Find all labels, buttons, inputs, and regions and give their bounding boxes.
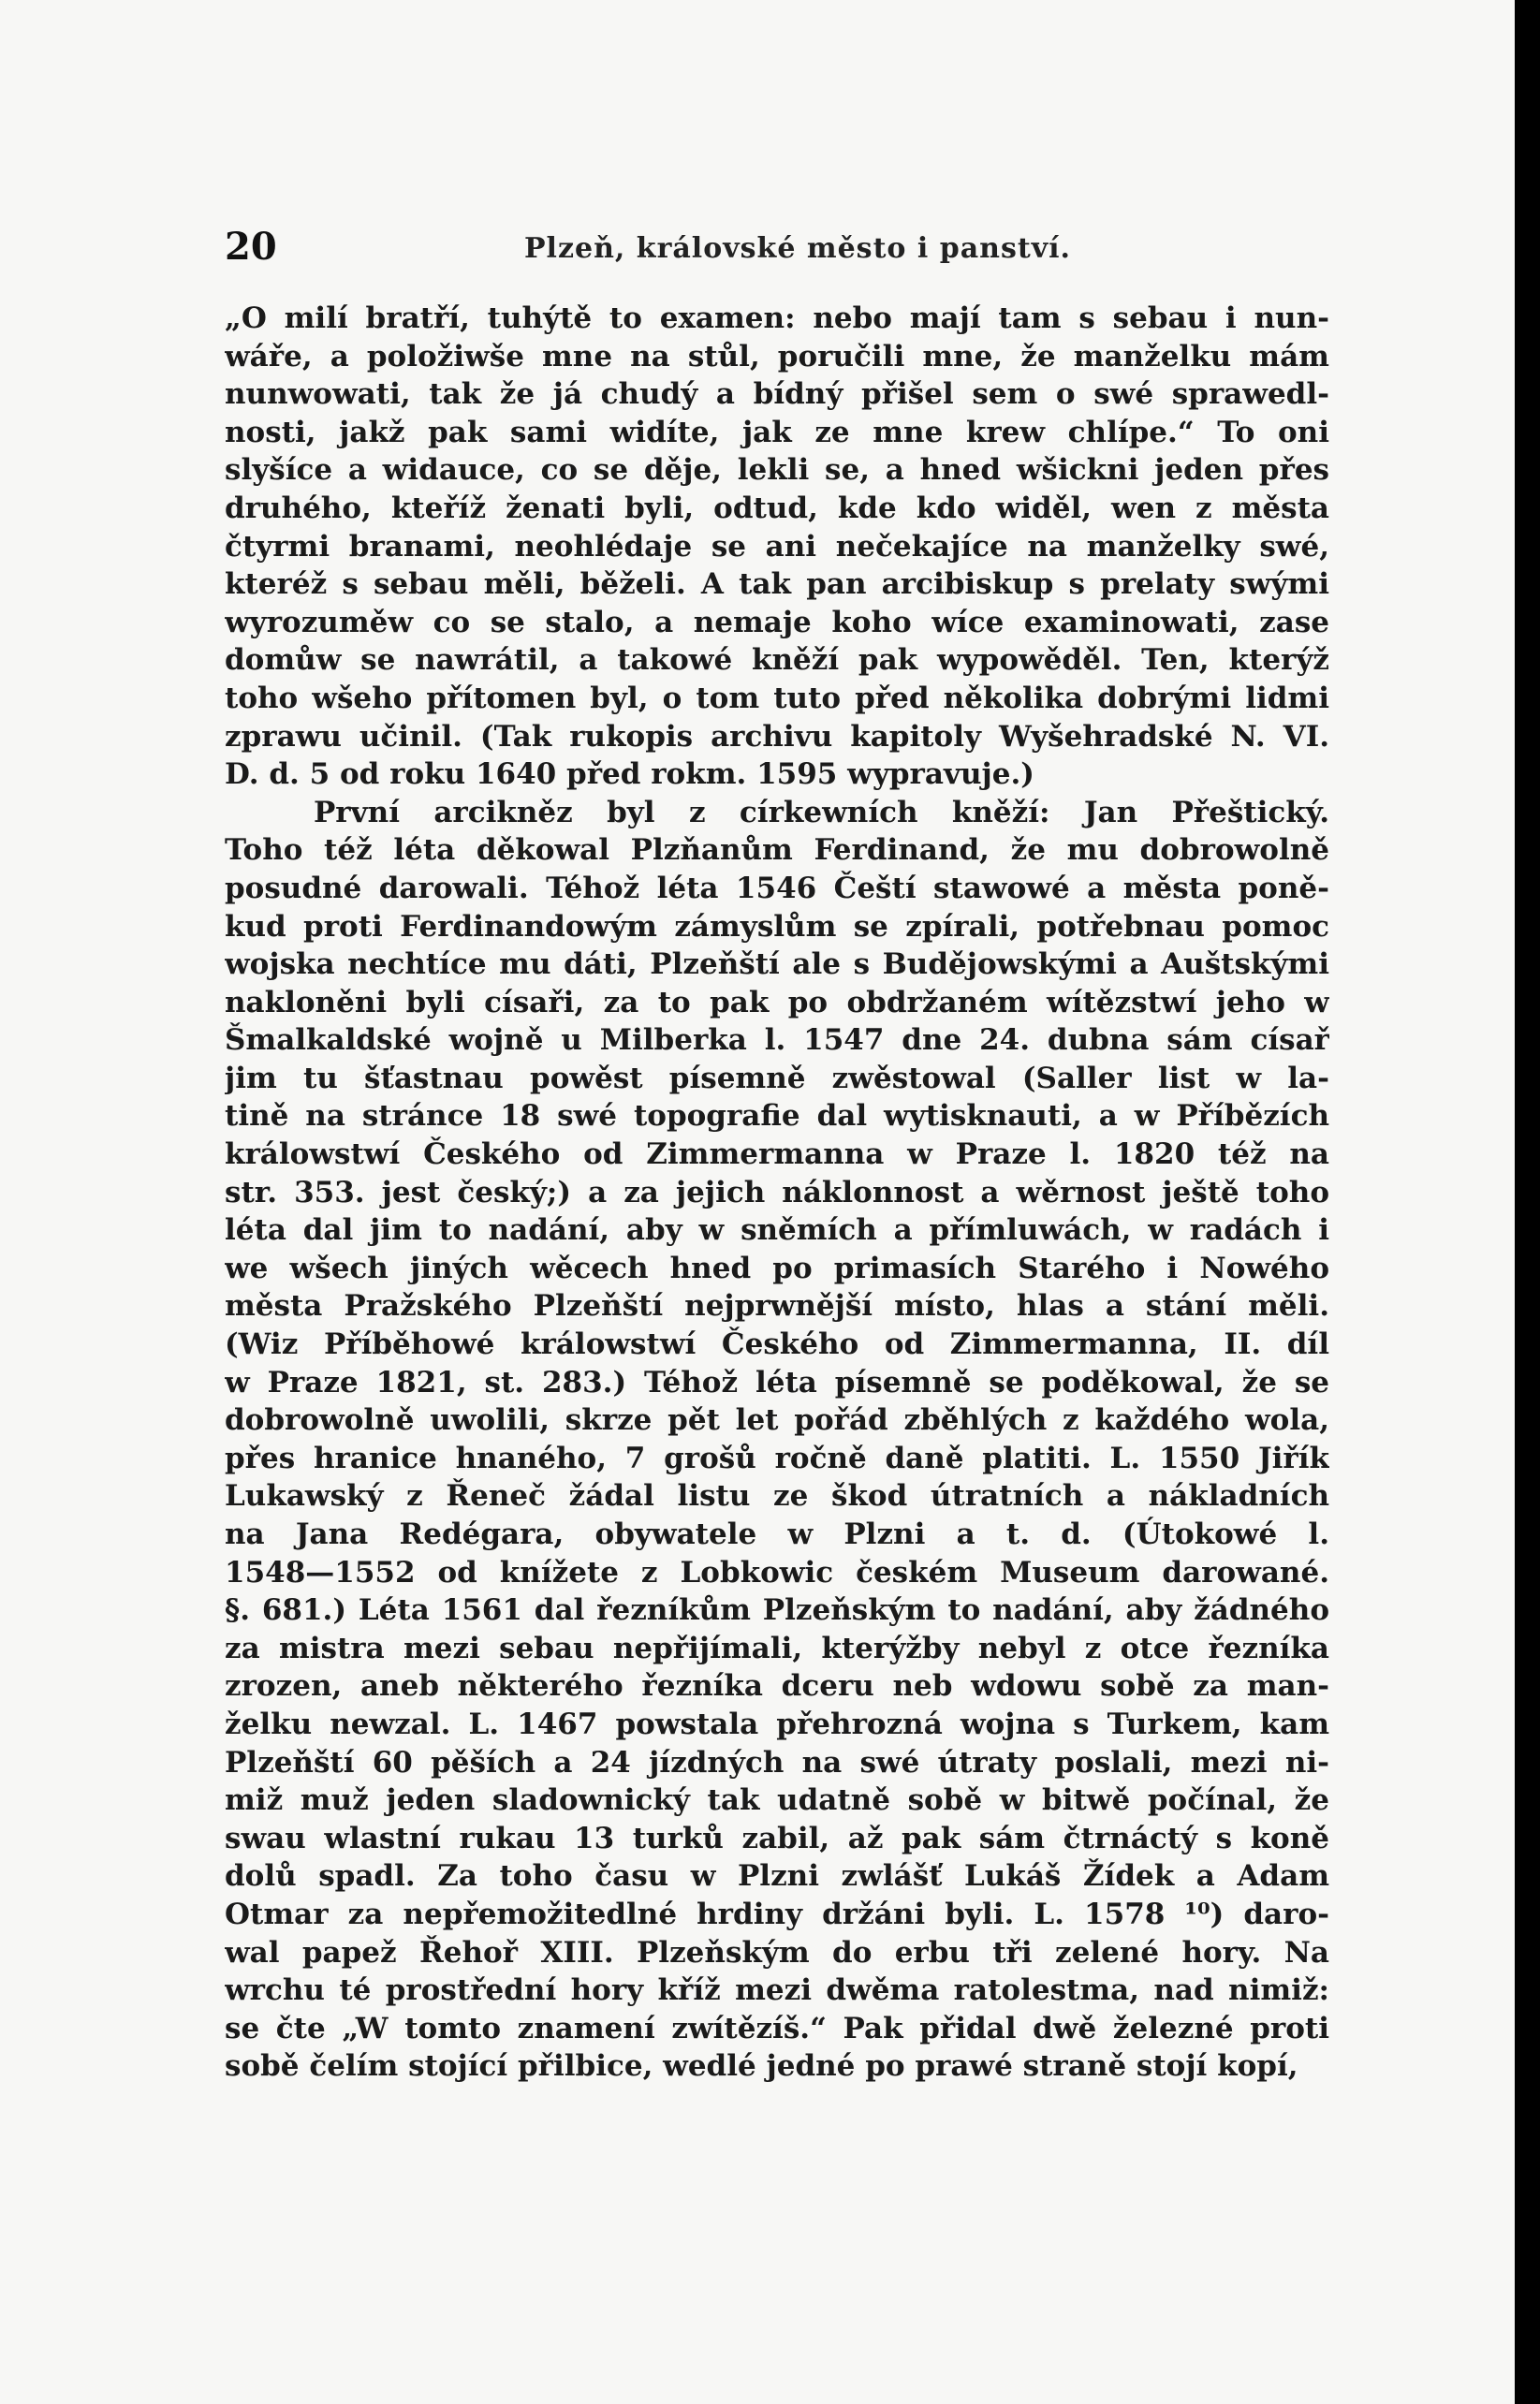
text-line: Plzeňští 60 pěších a 24 jízdných na swé útraty poslali, mezi ni- [225, 1745, 1329, 1780]
text-line: toho wšeho přítomen byl, o tom tuto před několika dobrými lidmi [225, 681, 1329, 715]
text-line: nunwowati, tak že já chudý a bídný přišel sem o swé sprawedl- [225, 377, 1329, 412]
scan-border [1515, 19, 1540, 2404]
text-line: za mistra mezi sebau nepřijímali, kterýžby nebyl z otce řezníka [225, 1631, 1329, 1665]
text-line: jim tu šťastnau powěst písemně zwěstowal (Saller list w la- [225, 1061, 1329, 1095]
text-line: posudné darowali. Téhož léta 1546 Čeští stawowé a města poně- [225, 871, 1329, 905]
text-line: králowstwí Českého od Zimmermanna w Praze l. 1820 též na [225, 1137, 1329, 1172]
text-line: přes hranice hnaného, 7 grošů ročně daně platiti. L. 1550 Jiřík [225, 1441, 1329, 1475]
text-line: str. 353. jest český;) a za jejich náklonnost a wěrnost ještě toho [225, 1175, 1329, 1209]
text-line: swau wlastní rukau 13 turků zabil, až pak sám čtrnáctý s koně [225, 1821, 1329, 1855]
text-line: Toho též léta děkowal Plzňanům Ferdinand, že mu dobrowolně [225, 833, 1329, 868]
page-number: 20 [225, 225, 277, 269]
text-line: wrchu té prostřední hory kříž mezi dwěma ratolestma, nad nimiž: [225, 1973, 1329, 2008]
text-line: tině na stránce 18 swé topografie dal wytisknauti, a w Příbězích [225, 1099, 1329, 1134]
text-line: §. 681.) Léta 1561 dal řezníkům Plzeňským to nadání, aby žádného [225, 1593, 1329, 1628]
text-line: Lukawský z Řeneč žádal listu ze škod útratních a nákladních [225, 1479, 1329, 1514]
text-line: Šmalkaldské wojně u Milberka l. 1547 dne 24. dubna sám císař [225, 1023, 1329, 1058]
running-head: Plzeň, královské město i panství. [524, 232, 1071, 265]
text-line: wojska nechtíce mu dáti, Plzeňští ale s Budějowskými a Auštskými [225, 947, 1329, 982]
text-line: sobě čelím stojící přilbice, wedlé jedné po prawé straně stojí kopí, [225, 2049, 1298, 2084]
text-line: kud proti Ferdinandowým zámyslům se zpírali, potřebnau pomoc [225, 909, 1329, 944]
text-line: 1548—1552 od knížete z Lobkowic českém Museum darowané. [225, 1555, 1329, 1590]
text-line: druhého, kteříž ženati byli, odtud, kde kdo widěl, wen z města [225, 491, 1329, 525]
text-line: zrozen, aneb některého řezníka dceru neb wdowu sobě za man- [225, 1669, 1329, 1704]
text-line: domůw se nawrátil, a takowé kněží pak wypowěděl. Ten, kterýž [225, 643, 1329, 678]
text-line: města Pražského Plzeňští nejprwnější místo, hlas a stání měli. [225, 1289, 1329, 1324]
body-text [225, 300, 1329, 2086]
text-line: dolů spadl. Za toho času w Plzni zwlášť Lukáš Žídek a Adam [225, 1859, 1329, 1894]
text-line: kteréž s sebau měli, běželi. A tak pan arcibiskup s prelaty swými [225, 567, 1329, 602]
text-line: se čte „W tomto znamení zwítězíš.“ Pak přidal dwě železné proti [225, 2011, 1329, 2045]
text-line: wáře, a položiwše mne na stůl, poručili mne, že manželku mám [225, 339, 1329, 374]
text-line: dobrowolně uwolili, skrze pět let pořád zběhlých z každého wola, [225, 1403, 1329, 1438]
text-line: wal papež Řehoř XIII. Plzeňským do erbu tři zelené hory. Na [225, 1935, 1329, 1970]
text-line: na Jana Redégara, obywatele w Plzni a t. d. (Útokowé l. [225, 1517, 1329, 1551]
text-line: miž muž jeden sladownický tak udatně sobě w bitwě počínal, že [225, 1783, 1329, 1818]
text-line: želku newzal. L. 1467 powstala přehrozná wojna s Turkem, kam [225, 1707, 1329, 1741]
text-line: čtyrmi branami, neohlédaje se ani nečekajíce na manželky swé, [225, 529, 1329, 564]
text-line: (Wiz Příběhowé králowstwí Českého od Zimmermanna, II. díl [225, 1327, 1329, 1362]
page-header [225, 225, 1329, 281]
text-line: První arcikněz byl z církewních kněží: Jan Přeštický. [314, 795, 1329, 829]
text-line: nakloněni byli císaři, za to pak po obdržaném wítězstwí jeho w [225, 985, 1329, 1019]
text-line: zprawu učinil. (Tak rukopis archivu kapitoly Wyšehradské N. VI. [225, 719, 1329, 754]
text-line: w Praze 1821, st. 283.) Téhož léta písemně se poděkowal, že se [225, 1365, 1329, 1400]
text-line: Otmar za nepřemožitedlné hrdiny držáni byli. L. 1578 ¹⁰) daro- [225, 1897, 1329, 1931]
text-line: „O milí bratří, tuhýtě to examen: nebo mají tam s sebau i nun- [225, 301, 1329, 335]
text-line: nosti, jakž pak sami widíte, jak ze mne krew chlípe.“ To oni [225, 415, 1329, 449]
text-line: léta dal jim to nadání, aby w sněmích a přímluwách, w radách i [225, 1213, 1329, 1248]
text-line: D. d. 5 od roku 1640 před rokm. 1595 wypravuje.) [225, 757, 1034, 792]
text-line: we wšech jiných wěcech hned po primasích Starého i Nowého [225, 1251, 1329, 1285]
text-line: slyšíce a widauce, co se děje, lekli se, a hned wšickni jeden přes [225, 453, 1329, 488]
text-line: wyrozuměw co se stalo, a nemaje koho wíce examinowati, zase [225, 605, 1329, 639]
